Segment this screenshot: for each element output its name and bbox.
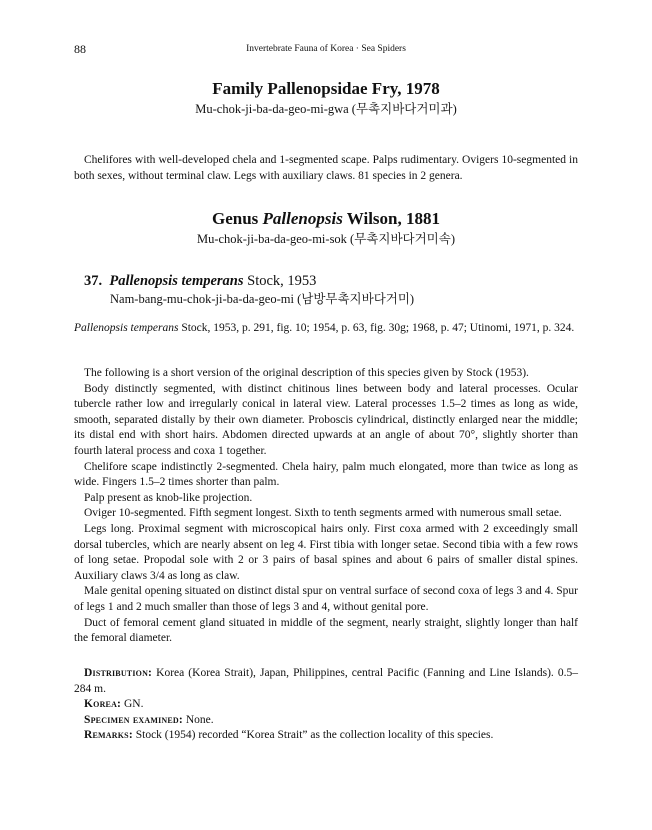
specimen-text: None. [182,713,214,726]
species-author: Stock, 1953 [243,273,317,289]
korea-record [74,697,578,713]
species-heading [84,272,578,308]
distribution [74,666,578,697]
genus-heading [74,208,578,248]
description-paragraph: Chelifore scape indistinctly 2-segmented. Chela hairy, palm much elongated, more than twice as long as wide. Fingers 1.5–2 times shorter than palm. [74,460,578,489]
remarks-label: Remarks: [84,729,133,742]
description-paragraph: Male genital opening situated on distinct distal spur on ventral surface of second coxa of legs 3 and 4. Spur of legs 1 and 2 much smaller than those of legs 3 and 4, without genital pore. [74,585,578,613]
synonymy [74,321,578,337]
running-header [74,42,578,58]
remarks [74,728,578,744]
genus-prefix: Genus [212,209,263,228]
korea-text: GN. [121,698,144,711]
family-korean-name: Mu-chok-ji-ba-da-geo-mi-gwa (무촉지바다거미과) [195,102,457,116]
synonymy-name: Pallenopsis temperans [74,322,179,334]
species-korean-name: Nam-bang-mu-chok-ji-ba-da-geo-mi (남방무촉지바다거미) [110,292,415,306]
species-description [74,366,578,647]
description-paragraph: Palp present as knob-like projection. [84,491,253,504]
family-description: Chelifores with well-developed chela and 1-segmented scape. Palps rudimentary. Ovigers 10-segmented in both sexes, without terminal claw. Legs with auxiliary claws. 81 species in 2 genera. [74,154,578,182]
page-number: 88 [74,42,86,56]
korea-label: Korea: [84,698,122,711]
synonymy-text: Stock, 1953, p. 291, fig. 10; 1954, p. 63, fig. 30g; 1968, p. 47; Utinomi, 1971, p. 324. [178,322,575,334]
running-title: Invertebrate Fauna of Korea · Sea Spiders [246,44,406,54]
distribution-label: Distribution: [84,667,153,679]
specimen-examined [74,713,578,729]
remarks-text: Stock (1954) recorded “Korea Strait” as the collection locality of this species. [132,729,494,742]
description-paragraph: The following is a short version of the original description of this species given by Stock (1953). [84,367,529,379]
description-paragraph: Body distinctly segmented, with distinct chitinous lines between body and lateral processes. Ocular tubercle rather low and irregularly conical in lateral view. Lateral processes 1.5–2 times as long as wide, smooth, separated distally by their own diameter. Proboscis cylindrical, distinctly enlarged near the middle; its distal end with short hairs. Abdomen directed upwards at an angle of about 70°, slightly shorter than fourth lateral process and coxa 1 together. [74,382,578,457]
species-name: Pallenopsis temperans [109,273,244,289]
family-title: Family Pallenopsidae Fry, 1978 [212,79,440,98]
record-sections [74,666,578,744]
genus-author: Wilson, 1881 [342,209,440,228]
description-paragraph: Duct of femoral cement gland situated in middle of the segment, nearly straight, slightly longer than half the femoral diameter. [74,616,578,645]
description-paragraph: Oviger 10-segmented. Fifth segment longest. Sixth to tenth segments armed with numerous small setae. [84,507,562,520]
specimen-label: Specimen examined: [84,713,183,726]
description-paragraph: Legs long. Proximal segment with microscopical hairs only. First coxa armed with 2 exceedingly small dorsal tubercles, which are nearly absent on leg 4. First tibia with longer setae. Second tibia with a few rows of long setae. Propodal sole with 2 or 3 pairs of basal spines and about 6 pairs of smaller distal spines. Auxiliary claws 3/4 as long as claw. [74,522,578,582]
species-title [84,272,578,291]
genus-korean-name: Mu-chok-ji-ba-da-geo-mi-sok (무촉지바다거미속) [196,232,455,246]
genus-name: Pallenopsis [262,209,343,228]
genus-title [74,208,578,230]
family-heading [74,78,578,118]
species-number: 37. [84,273,103,289]
distribution-text: Korea (Korea Strait), Japan, Philippines, central Pacific (Fanning and Line Islands). 0.5–284 m. [74,667,578,695]
